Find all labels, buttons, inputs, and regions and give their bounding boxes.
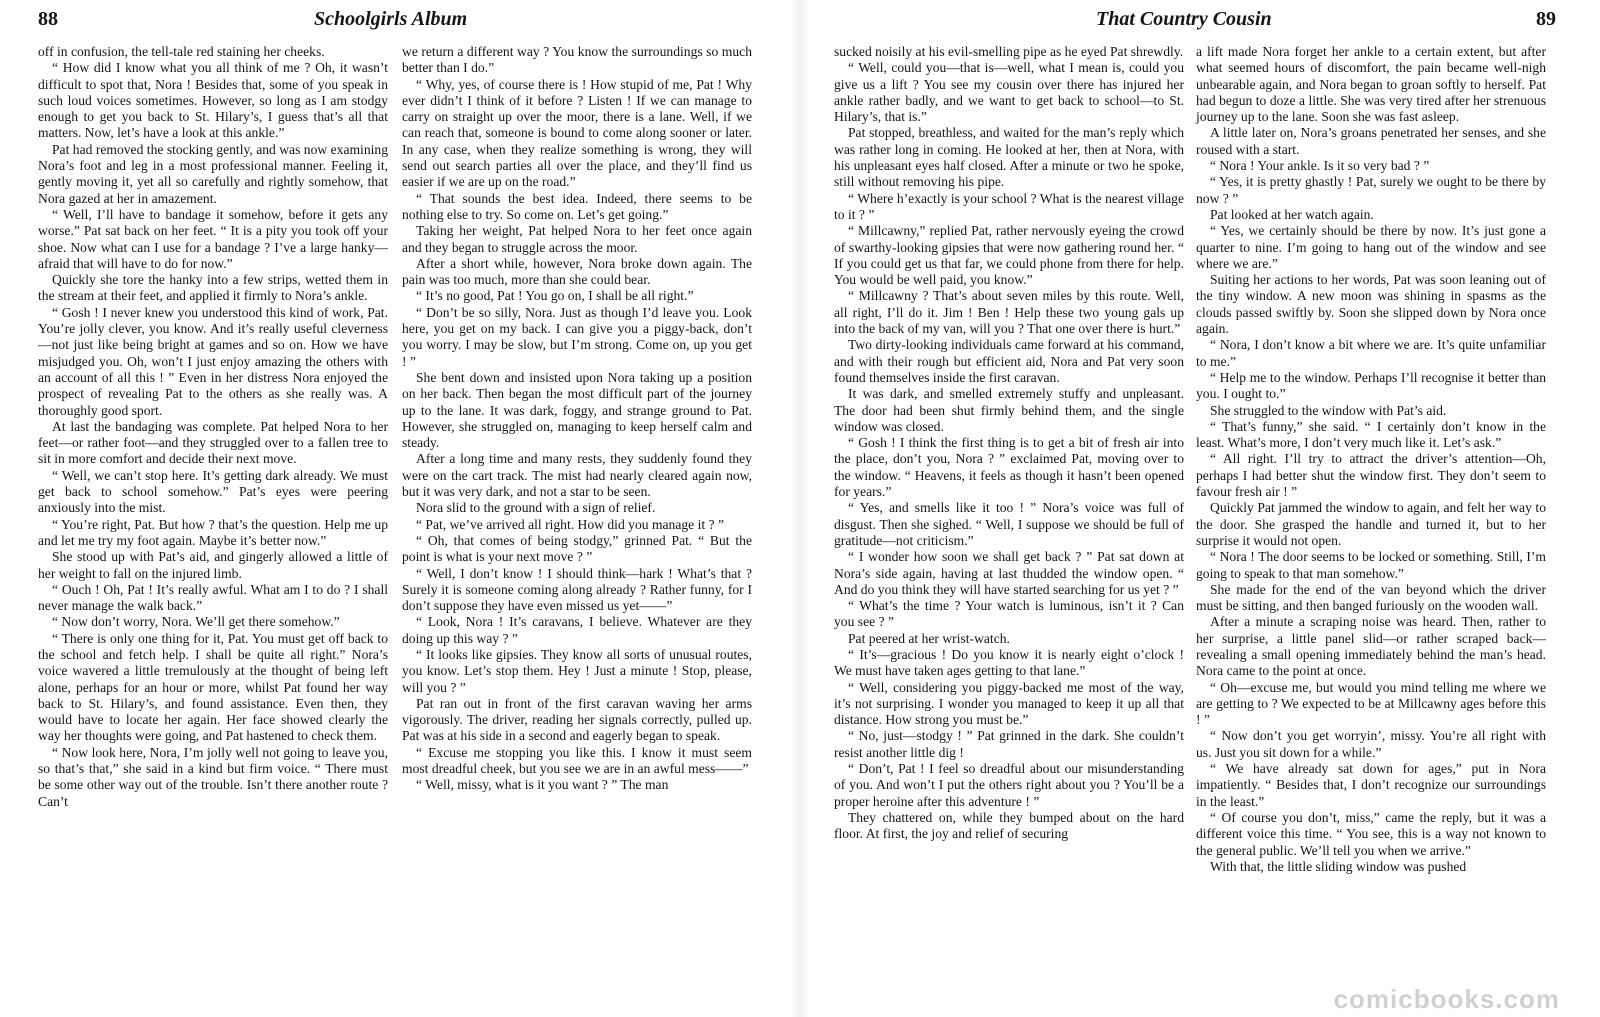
paragraph: She struggled to the window with Pat’s aid. bbox=[1210, 402, 1447, 418]
paragraph: “ It’s—gracious ! Do you know it is nearly eight o’clock ! We must have taken ages getting to that lane.” bbox=[834, 646, 1184, 679]
paragraph: Quickly she tore the hanky into a few strips, wetted them in the stream at their feet, and applied it firmly to Nora’s ankle. bbox=[38, 272, 388, 304]
paragraph: “ Ouch ! Oh, Pat ! It’s really awful. What am I to do ? I shall never manage the walk back.” bbox=[38, 581, 388, 614]
paragraph: “ Don’t, Pat ! I feel so dreadful about our misunderstanding of you. And won’t I put the others right about you ? You’ll be a proper heroine after this adventure ! ” bbox=[834, 761, 1184, 809]
paragraph: sucked noisily at his evil-smelling pipe as he eyed Pat shrewdly. bbox=[834, 44, 1184, 59]
running-title: Schoolgirls Album bbox=[314, 8, 468, 30]
paragraph: “ That sounds the best idea. Indeed, there seems to be nothing else to try. So come on. Let’s get going.” bbox=[402, 190, 752, 222]
paragraph: Pat looked at her watch again. bbox=[1210, 206, 1374, 222]
paragraph: Pat stopped, breathless, and waited for the man’s reply which was rather long in coming. He looked at her, then at Nora, with his unpleasant eyes half closed. After a minute or two he spoke, still without removing his pipe. bbox=[834, 125, 1184, 190]
text-column-1 bbox=[38, 44, 388, 810]
paragraph: “ Well, we can’t stop here. It’s getting dark already. We must get back to school somehow.” Pat’s eyes were peering anxiously into the mist. bbox=[38, 467, 388, 516]
paragraph: They chattered on, while they bumped about on the hard floor. At first, the joy and relief of securing bbox=[834, 809, 1184, 842]
running-title: That Country Cousin bbox=[1096, 8, 1272, 30]
page-number: 88 bbox=[38, 8, 58, 30]
paragraph: “ Now look here, Nora, I’m jolly well not going to leave you, so that’s that,” she said in a kind but firm voice. “ There must be some other way out of the trouble. Isn’t there another route ? Can’t bbox=[38, 744, 388, 809]
paragraph: “ Gosh ! I never knew you understood this kind of work, Pat. You’re jolly clever, you know. And it’s really useful cleverness—not just like being bright at games and so on. How we have misjudged you. Oh, won’t I just enjoy amazing the others with an account of all this ! ” Even in her distress Nora enjoyed the prospect of revealing Pat to the others as she really was. A thoroughly good sport. bbox=[38, 304, 388, 418]
paragraph: “ Now don’t you get worryin’, missy. You’re all right with us. Just you sit down for a while.” bbox=[1196, 728, 1546, 760]
paragraph: “ Oh—excuse me, but would you mind telling me where we are getting to ? We expected to be at Millcawny ages before this ! ” bbox=[1196, 679, 1546, 728]
left-page bbox=[0, 0, 790, 1017]
paragraph: “ Millcawny ? That’s about seven miles by this route. Well, all right, I’ll do it. Jim ! Ben ! Help these two young gals up into the back of my van, will you ? That one over there is hurt.” bbox=[834, 288, 1184, 337]
page-number: 89 bbox=[1536, 8, 1556, 30]
paragraph: a lift made Nora forget her ankle to a certain extent, but after what seemed hours of discomfort, the pain became well-nigh unbearable again, and Nora began to groan softly to herself. Pat had begun to doze a little. She was very tired after her strenuous journey up to the lane. Soon she was fast asleep. bbox=[1196, 44, 1546, 125]
paragraph: “ Yes, we certainly should be there by now. It’s just gone a quarter to nine. I’m going to hang out of the window and see where we are.” bbox=[1196, 223, 1546, 271]
paragraph: After a short while, however, Nora broke down again. The pain was too much, more than she could bear. bbox=[402, 255, 752, 288]
paragraph: “ That’s funny,” she said. “ I certainly don’t know in the least. What’s more, I don’t very much like it. Let’s ask.” bbox=[1196, 418, 1546, 451]
paragraph: “ Don’t be so silly, Nora. Just as though I’d leave you. Look here, you get on my back. I can give you a piggy-back, don’t you worry. I may be slow, but I’m strong. Come on, up you get ! ” bbox=[402, 304, 752, 369]
paragraph: “ Look, Nora ! It’s caravans, I believe. Whatever are they doing up this way ? ” bbox=[402, 614, 752, 646]
paragraph: “ Well, I don’t know ! I should think—hark ! What’s that ? Surely it is someone coming along already ? Rather funny, for I don’t suppose they have even missed us yet——” bbox=[402, 565, 752, 614]
watermark: comicbooks.com bbox=[1333, 984, 1560, 1014]
paragraph: “ How did I know what you all think of me ? Oh, it wasn’t difficult to spot that, Nora ! Besides that, some of you speak in such loud voices sometimes. However, so long as I am stodgy enough to get you back to St. Hilary’s, I guess that’s all that matters. Now, let’s have a look at this ankle.” bbox=[38, 60, 388, 141]
paragraph: She stood up with Pat’s aid, and gingerly allowed a little of her weight to fall on the injured limb. bbox=[38, 549, 388, 581]
paragraph: “ I wonder how soon we shall get back ? ” Pat sat down at Nora’s side again, having at last thudded the window open. “ And do you think they will have started searching for us yet ? ” bbox=[834, 549, 1184, 597]
paragraph: With that, the little sliding window was pushed bbox=[1210, 858, 1467, 874]
paragraph: A little later on, Nora’s groans penetrated her senses, and she roused with a start. bbox=[1196, 125, 1546, 157]
paragraph: “ Of course you don’t, miss,” came the reply, but it was a different voice this time. “ You see, this is a way not known to the general public. We’ll tell you when we arrive.” bbox=[1196, 809, 1546, 858]
paragraph: Pat ran out in front of the first caravan waving her arms vigorously. The driver, reading her signals correctly, pulled up. Pat was at his side in a second and eagerly began to speak. bbox=[402, 695, 752, 744]
paragraph: Two dirty-looking individuals came forward at his command, and with their rough but efficient aid, Nora and Pat very soon found themselves inside the first caravan. bbox=[834, 337, 1184, 385]
paragraph: “ It’s no good, Pat ! You go on, I shall be all right.” bbox=[416, 288, 694, 304]
paragraph: “ Well, considering you piggy-backed me most of the way, it’s not surprising. I wonder you managed to keep it up all that distance. How strong you must be.” bbox=[834, 679, 1184, 728]
paragraph: Quickly Pat jammed the window to again, and felt her way to the door. She grasped the handle and turned it, but to her surprise it would not open. bbox=[1196, 500, 1546, 548]
paragraph: “ What’s the time ? Your watch is luminous, isn’t it ? Can you see ? ” bbox=[834, 598, 1184, 630]
paragraph: Taking her weight, Pat helped Nora to her feet once again and they began to struggle across the moor. bbox=[402, 223, 752, 255]
paragraph: off in confusion, the tell-tale red staining her cheeks. bbox=[38, 44, 325, 59]
book-gutter bbox=[790, 0, 810, 1017]
text-column-1 bbox=[834, 44, 1184, 843]
paragraph: At last the bandaging was complete. Pat helped Nora to her feet—or rather foot—and they struggled over to a fallen tree to sit in more comfort and decide their next move. bbox=[38, 418, 388, 467]
paragraph: “ You’re right, Pat. But how ? that’s the question. Help me up and let me try my foot again. Maybe it’s better now.” bbox=[38, 516, 388, 548]
paragraph: It was dark, and smelled extremely stuffy and unpleasant. The door had been shut firmly behind them, and the single window was closed. bbox=[834, 386, 1184, 434]
text-column-2 bbox=[402, 44, 752, 794]
paragraph: “ Well, missy, what is it you want ? ” The man bbox=[416, 777, 669, 793]
paragraph: “ Why, yes, of course there is ! How stupid of me, Pat ! Why ever didn’t I think of it before ? Listen ! If we can manage to carry on straight up over the moor, there is a lane. Well, if we can reach that, someone is bound to come along sooner or later. In any case, when they realize something is wrong, they will send out search parties all over the place, and they’ll find us easier if we are up on the road.” bbox=[402, 76, 752, 190]
paragraph: “ Now don’t worry, Nora. We’ll get there somehow.” bbox=[52, 614, 340, 630]
paragraph: “ Nora ! The door seems to be locked or something. Still, I’m going to speak to that man somehow.” bbox=[1196, 549, 1546, 581]
paragraph: “ Well, could you—that is—well, what I mean is, could you give us a lift ? You see my cousin over there has injured her ankle rather badly, and we want to get back to school—to St. Hilary’s, that is.” bbox=[834, 60, 1184, 125]
paragraph: “ Nora, I don’t know a bit where we are. It’s quite unfamiliar to me.” bbox=[1196, 337, 1546, 369]
paragraph: “ Oh, that comes of being stodgy,” grinned Pat. “ But the point is what is your next move ? ” bbox=[402, 532, 752, 565]
paragraph: “ All right. I’ll try to attract the driver’s attention—Oh, perhaps I had better shut the window first. They don’t seem to favour fresh air ! ” bbox=[1196, 451, 1546, 500]
text-column-2 bbox=[1196, 44, 1546, 875]
paragraph: She made for the end of the van beyond which the driver must be sitting, and then banged furiously on the wooden wall. bbox=[1196, 581, 1546, 614]
paragraph: “ It looks like gipsies. They know all sorts of unusual routes, you know. Let’s stop them. Hey ! Just a minute ! Stop, please, will you ? ” bbox=[402, 646, 752, 695]
paragraph: “ Gosh ! I think the first thing is to get a bit of fresh air into the place, don’t you, Nora ? ” exclaimed Pat, moving over to the window. “ Heavens, it feels as though it hasn’t been opened for years.” bbox=[834, 435, 1184, 500]
paragraph: “ Excuse me stopping you like this. I know it must seem most dreadful cheek, but you see we are in an awful mess——” bbox=[402, 744, 752, 777]
paragraph: “ Pat, we’ve arrived all right. How did you manage it ? ” bbox=[416, 516, 725, 532]
paragraph: “ Nora ! Your ankle. Is it so very bad ? ” bbox=[1210, 158, 1430, 174]
paragraph: “ Yes, it is pretty ghastly ! Pat, surely we ought to be there by now ? ” bbox=[1196, 174, 1546, 206]
paragraph: Pat peered at her wrist-watch. bbox=[848, 630, 1010, 646]
paragraph: we return a different way ? You know the surroundings so much better than I do.” bbox=[402, 44, 752, 76]
paragraph: Suiting her actions to her words, Pat was soon leaning out of the tiny window. A new moon was shining in spasms as the clouds passed swiftly by. Soon she slipped down by Nora once again. bbox=[1196, 272, 1546, 337]
paragraph: “ Help me to the window. Perhaps I’ll recognise it better than you. I ought to.” bbox=[1196, 369, 1546, 402]
paragraph: After a long time and many rests, they suddenly found they were on the cart track. The mist had nearly cleared again now, but it was very dark, and not a star to be seen. bbox=[402, 451, 752, 500]
paragraph: “ Millcawny,” replied Pat, rather nervously eyeing the crowd of swarthy-looking gipsies that were now gathering round her. “ If you could get us that far, we could phone from there for help. You would be well paid, you know.” bbox=[834, 223, 1184, 288]
paragraph: Pat had removed the stocking gently, and was now examining Nora’s foot and leg in a most professional manner. Feeling it, gently moving it, yet all so carefully and rightly somehow, that Nora gazed at her in amazement. bbox=[38, 141, 388, 206]
paragraph: “ We have already sat down for ages,” put in Nora impatiently. “ Besides that, I don’t recognize our surroundings in the least.” bbox=[1196, 761, 1546, 809]
paragraph: “ Yes, and smells like it too ! ” Nora’s voice was full of disgust. Then she sighed. “ Well, I suppose we should be full of gratitude—not criticism.” bbox=[834, 500, 1184, 548]
paragraph: “ No, just—stodgy ! ” Pat grinned in the dark. She couldn’t resist another little dig ! bbox=[834, 728, 1184, 760]
paragraph: “ There is only one thing for it, Pat. You must get off back to the school and fetch help. I shall be quite all right.” Nora’s voice wavered a little tremulously at the thought of being left alone, perhaps for an hour or more, whilst Pat found her way back to St. Hilary’s, and found assistance. Even then, they would have to locate her again. Her face showed clearly the way her thoughts were going, and Pat hastened to check them. bbox=[38, 630, 388, 744]
paragraph: “ Where h’exactly is your school ? What is the nearest village to it ? ” bbox=[834, 190, 1184, 222]
paragraph: “ Well, I’ll have to bandage it somehow, before it gets any worse.” Pat sat back on her feet. “ It is a pity you took off your shoe. Now what can I use for a bandage ? I’ve a large hanky—afraid that will have to do for now.” bbox=[38, 206, 388, 271]
paragraph: She bent down and insisted upon Nora taking up a position on her back. Then began the most difficult part of the journey up to the lane. It was dark, foggy, and strange ground to Pat. However, she struggled on, managing to keep herself calm and steady. bbox=[402, 369, 752, 451]
paragraph: Nora slid to the ground with a sign of relief. bbox=[416, 500, 656, 516]
paragraph: After a minute a scraping noise was heard. Then, rather to her surprise, a little panel slid—or rather scraped back—revealing a small opening immediately behind the man’s head. Nora came to the point at once. bbox=[1196, 614, 1546, 679]
right-page bbox=[810, 0, 1600, 1017]
